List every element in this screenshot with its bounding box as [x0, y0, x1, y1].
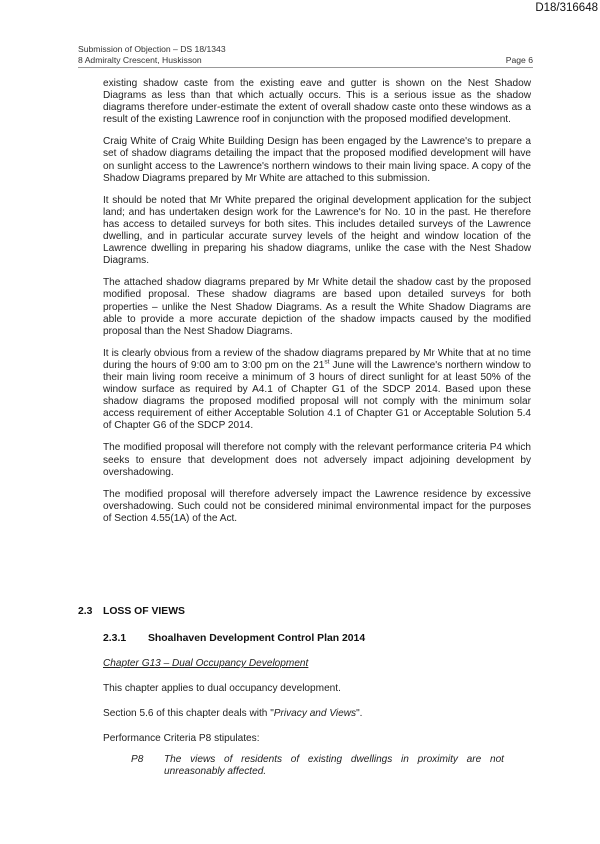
performance-criteria-text: Performance Criteria P8 stipulates: — [103, 733, 260, 744]
subsection-title: Shoalhaven Development Control Plan 2014 — [148, 633, 366, 644]
subsection-heading — [103, 633, 366, 644]
section-number: 2.3 — [78, 606, 93, 617]
section-title: LOSS OF VIEWS — [103, 606, 185, 617]
paragraph: It should be noted that Mr White prepared the original development application for the subject land; and has undertaken design work for the Lawrence's for No. 10 in the past. He therefore has access to detailed surveys for both sites. This includes detailed surveys of the Lawrence dwelling, and in particular accurate survey levels of the height and window location of the Lawrence dwelling in preparing his shadow diagrams, unlike the case with the Nest Shadow Diagrams. — [103, 194, 531, 267]
section-5-6-text: Section 5.6 of this chapter deals with "Privacy and Views". — [103, 708, 363, 719]
paragraph: existing shadow caste from the existing eave and gutter is shown on the Nest Shadow Diagrams as less than that which actually occurs. This is a serious issue as the shadow diagrams therefore under-estimate the extent of overall shadow caste onto these windows as a result of the existing Lawrence roof in conjunction with the proposed modified development. — [103, 78, 531, 126]
body-text — [103, 78, 531, 535]
document-id: D18/316648 — [535, 2, 598, 14]
subsection-number: 2.3.1 — [103, 633, 127, 644]
paragraph: The modified proposal will therefore adversely impact the Lawrence residence by excessive overshadowing. Such could not be considered minimal environmental impact for the purposes of Section 4.55(1A) of the Act. — [103, 488, 531, 524]
paragraph: The attached shadow diagrams prepared by Mr White detail the shadow cast by the proposed modified proposal. These shadow diagrams are based upon detailed surveys for both properties – unlike the Nest Shadow Diagrams. As a result the White Shadow Diagrams are able to provide a more accurate depiction of the shadow impacts caused by the modified proposal than the Nest Shadow Diagrams. — [103, 277, 531, 337]
page-header — [78, 44, 533, 66]
header-address: 8 Admiralty Crescent, Huskisson — [78, 55, 202, 65]
paragraph: The modified proposal will therefore not comply with the relevant performance criteria P4 which seeks to ensure that development does not adversely impact adjoining development by overshadowing. — [103, 442, 531, 478]
criterion-text: The views of residents of existing dwellings in proximity are not unreasonably affected. — [164, 754, 504, 778]
applies-text: This chapter applies to dual occupancy development. — [103, 683, 341, 694]
paragraph: Craig White of Craig White Building Design has been engaged by the Lawrence's to prepare a set of shadow diagrams detailing the impact that the proposed modified development will have on sunlight access to the Lawrence's northern windows to their main living space. A copy of the Shadow Diagrams prepared by Mr White are attached to this submission. — [103, 136, 531, 184]
criterion-number: P8 — [131, 754, 144, 765]
page-number: Page 6 — [505, 55, 533, 65]
header-divider — [78, 67, 533, 68]
chapter-title: Chapter G13 – Dual Occupancy Development — [103, 658, 309, 669]
header-title: Submission of Objection – DS 18/1343 — [78, 44, 226, 54]
paragraph: It is clearly obvious from a review of the shadow diagrams prepared by Mr White that at no time during the hours of 9:00 am to 3:00 pm on the 21st June will the Lawrence's northern window to their main living room receive a minimum of 3 hours of direct sunlight for at least 50% of the window surface as required by A4.1 of Chapter G1 of the SDCP 2014. Based upon these shadow diagrams the proposed modified proposal will not comply with the minimum solar access requirement of either Acceptable Solution 4.1 of Chapter G1 or Acceptable Solution 5.4 of Chapter G6 of the SDCP 2014. — [103, 347, 531, 432]
